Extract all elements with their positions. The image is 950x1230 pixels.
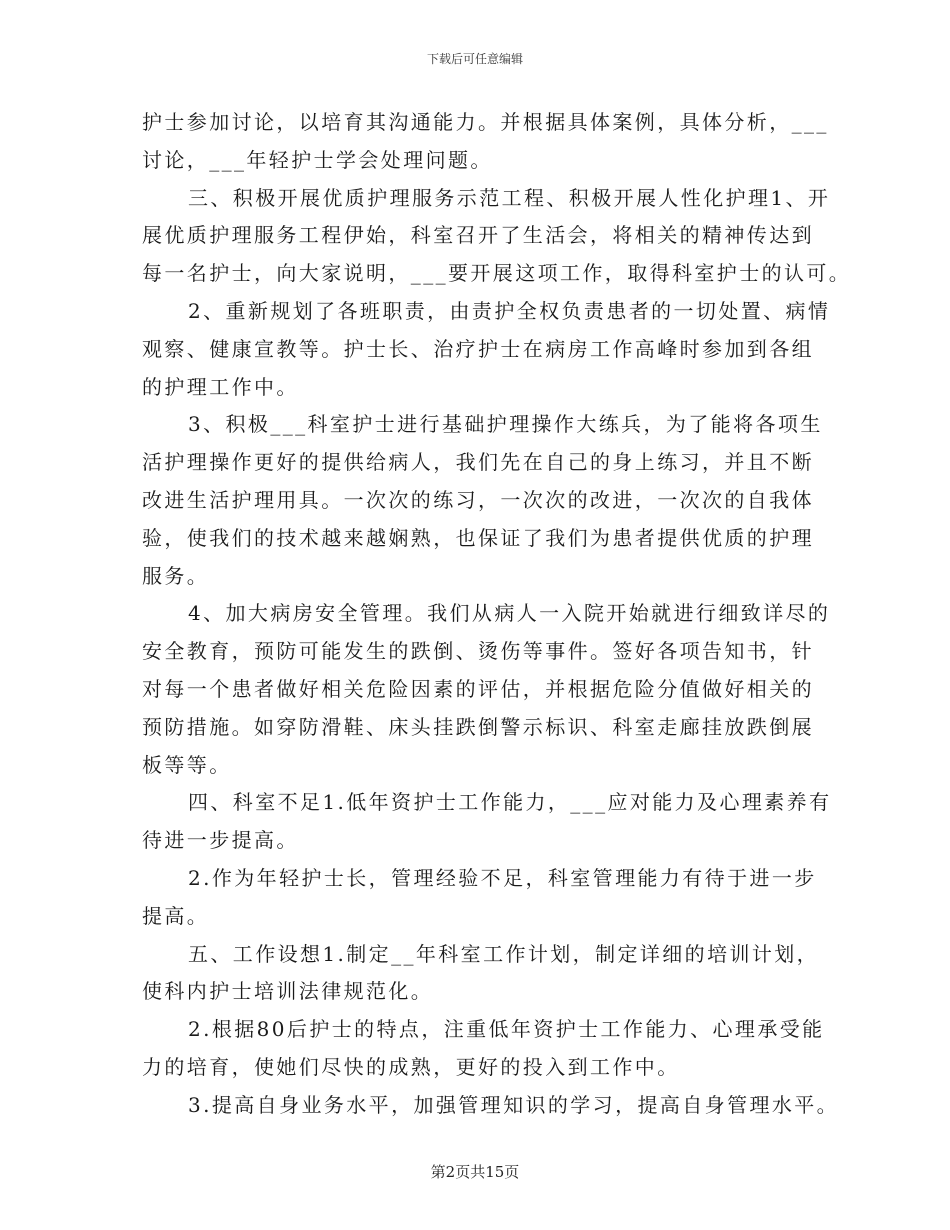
text-line: 活护理操作更好的提供给病人，我们先在自己的身上练习，并且不断 — [142, 450, 814, 475]
text-line: 五、工作设想1.制定__年科室工作计划，制定详细的培训计划， — [188, 941, 820, 966]
text-line: 力的培育，使她们尽快的成熟，更好的投入到工作中。 — [142, 1054, 680, 1079]
text-line: 护士参加讨论，以培育其沟通能力。并根据具体案例，具体分析，___ — [142, 110, 829, 134]
page-number: 第2页共15页 — [430, 1163, 520, 1181]
text-line: 改进生活护理用具。一次次的练习，一次次的改进，一次次的自我体 — [142, 487, 814, 512]
text-line: 展优质护理服务工程伊始，科室召开了生活会，将相关的精神传达到 — [142, 223, 814, 248]
text-line: 观察、健康宣教等。护士长、治疗护士在病房工作高峰时参加到各组 — [142, 336, 814, 361]
text-line: 3.提高自身业务水平，加强管理知识的学习，提高自身管理水平。 — [188, 1092, 840, 1117]
text-line: 服务。 — [142, 563, 210, 588]
text-line: 三、积极开展优质护理服务示范工程、积极开展人性化护理1、开 — [188, 185, 831, 210]
text-line: 板等等。 — [142, 752, 232, 777]
text-line: 讨论，___年轻护士学会处理问题。 — [142, 147, 493, 172]
text-line: 2.根据80后护士的特点，注重低年资护士工作能力、心理承受能 — [188, 1017, 825, 1042]
text-line: 待进一步提高。 — [142, 828, 299, 853]
text-line: 四、科室不足1.低年资护士工作能力，___应对能力及心理素养有 — [188, 790, 832, 815]
text-line: 验，使我们的技术越来越娴熟，也保证了我们为患者提供优质的护理 — [142, 525, 814, 550]
text-line: 每一名护士，向大家说明，___要开展这项工作，取得科室护士的认可。 — [142, 261, 852, 286]
text-line: 4、加大病房安全管理。我们从病人一入院开始就进行细致详尽的 — [188, 601, 831, 626]
text-line: 2、重新规划了各班职责，由责护全权负责患者的一切处置、病情 — [188, 298, 831, 323]
text-line: 预防措施。如穿防滑鞋、床头挂跌倒警示标识、科室走廊挂放跌倒展 — [142, 714, 814, 739]
text-line: 3、积极___科室护士进行基础护理操作大练兵，为了能将各项生 — [188, 412, 823, 437]
text-line: 对每一个患者做好相关危险因素的评估，并根据危险分值做好相关的 — [142, 676, 814, 701]
page-header: 下载后可任意编辑 — [426, 52, 523, 66]
text-line: 使科内护士培训法律规范化。 — [142, 979, 434, 1004]
text-line: 提高。 — [142, 903, 210, 928]
text-line: 的护理工作中。 — [142, 374, 299, 399]
document-body — [142, 104, 852, 1125]
text-line: 2.作为年轻护士长，管理经验不足，科室管理能力有待于进一步 — [188, 865, 817, 890]
text-line: 安全教育，预防可能发生的跌倒、烫伤等事件。签好各项告知书，针 — [142, 639, 814, 664]
